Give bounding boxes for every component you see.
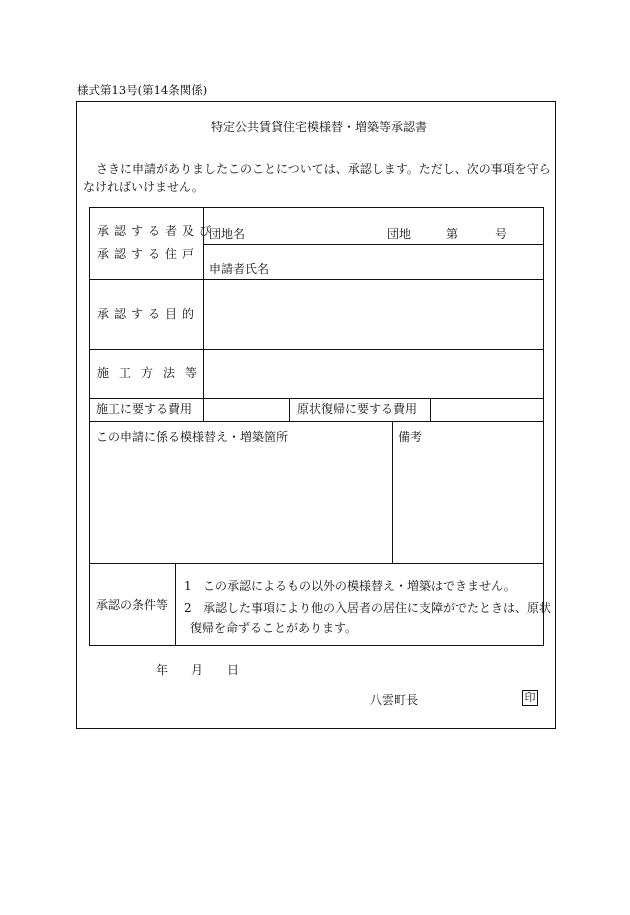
danchi-name-label: 団地名 xyxy=(209,227,246,241)
construction-cost-label: 施工に要する費用 xyxy=(96,402,193,416)
date-day: 日 xyxy=(227,663,240,677)
dai-label: 第 xyxy=(446,227,459,241)
table-top-border xyxy=(89,207,544,208)
row-divider-cost xyxy=(89,421,544,422)
label-column-divider xyxy=(203,207,204,421)
location-label: この申請に係る模様替え・増築箇所 xyxy=(96,430,289,444)
applicant-label-2: 承認する住戸 xyxy=(97,247,200,261)
row-divider-applicant xyxy=(89,279,544,280)
conditions-divider xyxy=(175,563,176,645)
signer: 八雲町長 xyxy=(370,693,419,707)
condition-2-number: 2 xyxy=(184,601,192,615)
go-label: 号 xyxy=(495,227,508,241)
conditions-label: 承認の条件等 xyxy=(96,598,169,612)
danchi-label: 団地 xyxy=(387,227,412,241)
seal-mark: 印 xyxy=(522,690,538,706)
cost-divider-1 xyxy=(289,398,290,421)
condition-1-number: 1 xyxy=(184,579,192,593)
condition-2-text-cont: 復帰を命ずることがあります。 xyxy=(190,621,358,635)
remarks-label: 備考 xyxy=(398,430,423,444)
remarks-divider xyxy=(392,421,393,563)
table-left-border xyxy=(89,207,90,646)
form-number: 様式第13号(第14条関係) xyxy=(77,83,208,97)
applicant-label-1: 承認する者及び xyxy=(97,224,217,238)
applicant-name-label: 申請者氏名 xyxy=(209,262,270,276)
intro-line-1: さきに申請がありましたこのことについては、承認します。ただし、次の事項を守ら xyxy=(96,162,551,176)
date-month: 月 xyxy=(191,663,204,677)
restoration-cost-label: 原状復帰に要する費用 xyxy=(297,402,418,416)
purpose-label: 承認する目的 xyxy=(97,307,200,321)
row-divider-name xyxy=(203,244,544,245)
row-divider-method xyxy=(89,398,544,399)
condition-1-text: この承認によるもの以外の模様替え・増築はできません。 xyxy=(203,579,516,593)
row-divider-purpose xyxy=(89,349,544,350)
condition-2-text: 承認した事項により他の入居者の居住に支障がでたときは、原状 xyxy=(203,601,552,615)
intro-line-2: なければいけません。 xyxy=(83,180,204,194)
date-year: 年 xyxy=(156,663,169,677)
row-divider-location xyxy=(89,563,544,564)
form-title: 特定公共賃貸住宅模様替・増築等承認書 xyxy=(211,120,428,134)
method-label: 施工方法等 xyxy=(97,366,208,380)
table-bottom-border xyxy=(89,645,544,646)
table-right-border xyxy=(543,207,544,646)
cost-divider-2 xyxy=(430,398,431,421)
